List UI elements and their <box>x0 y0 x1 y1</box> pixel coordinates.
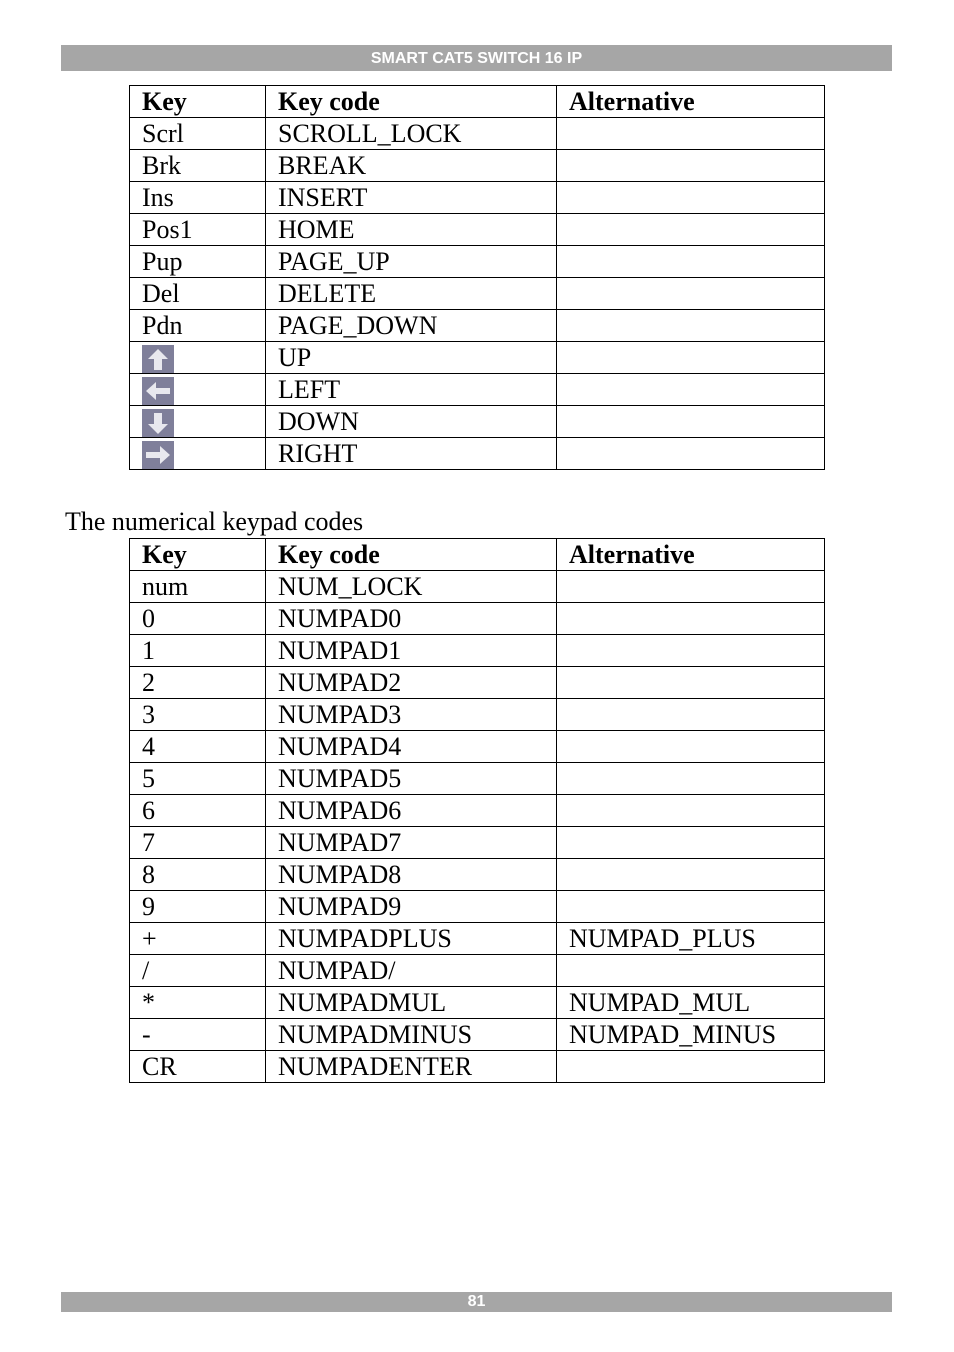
alternative-cell <box>557 374 825 406</box>
key-code-cell: NUMPAD/ <box>266 955 557 987</box>
header-bar <box>61 45 892 71</box>
key-cell <box>130 342 266 374</box>
alternative-cell <box>557 150 825 182</box>
key-code-cell: NUMPAD0 <box>266 603 557 635</box>
key-cell: / <box>130 955 266 987</box>
arrow-down-icon <box>142 409 174 437</box>
key-code-cell: NUMPAD5 <box>266 763 557 795</box>
key-cell: + <box>130 923 266 955</box>
alternative-cell <box>557 118 825 150</box>
key-code-cell: SCROLL_LOCK <box>266 118 557 150</box>
key-code-cell: LEFT <box>266 374 557 406</box>
key-cell: Pdn <box>130 310 266 342</box>
key-code-cell: BREAK <box>266 150 557 182</box>
key-code-cell: NUMPAD1 <box>266 635 557 667</box>
alternative-cell <box>557 571 825 603</box>
table-row <box>130 667 825 699</box>
alternative-cell <box>557 310 825 342</box>
key-cell: CR <box>130 1051 266 1083</box>
table-row <box>130 214 825 246</box>
table-row <box>130 603 825 635</box>
key-cell: 2 <box>130 667 266 699</box>
arrow-up-icon <box>142 345 174 373</box>
alternative-cell: NUMPAD_MINUS <box>557 1019 825 1051</box>
key-code-cell: RIGHT <box>266 438 557 470</box>
alternative-cell <box>557 182 825 214</box>
column-header-key: Key <box>130 86 266 118</box>
table-header-row <box>130 539 825 571</box>
table-row <box>130 1019 825 1051</box>
alternative-cell <box>557 406 825 438</box>
key-cell: 1 <box>130 635 266 667</box>
table-row <box>130 571 825 603</box>
key-cell: 4 <box>130 731 266 763</box>
key-cell: 5 <box>130 763 266 795</box>
table-row <box>130 891 825 923</box>
table-header-row <box>130 86 825 118</box>
key-cell: - <box>130 1019 266 1051</box>
key-code-cell: NUMPAD3 <box>266 699 557 731</box>
table-row <box>130 635 825 667</box>
table-row <box>130 859 825 891</box>
key-cell: 7 <box>130 827 266 859</box>
table-row <box>130 438 825 470</box>
key-code-cell: DOWN <box>266 406 557 438</box>
alternative-cell <box>557 667 825 699</box>
alternative-cell <box>557 278 825 310</box>
key-code-cell: NUMPADPLUS <box>266 923 557 955</box>
numpad-keys-table <box>129 538 825 1083</box>
key-cell: 0 <box>130 603 266 635</box>
arrow-right-icon <box>142 441 174 469</box>
table-row <box>130 374 825 406</box>
alternative-cell <box>557 603 825 635</box>
table-row <box>130 699 825 731</box>
key-cell <box>130 374 266 406</box>
key-code-cell: NUMPADMINUS <box>266 1019 557 1051</box>
table-row <box>130 150 825 182</box>
key-code-cell: NUMPADENTER <box>266 1051 557 1083</box>
key-cell: * <box>130 987 266 1019</box>
alternative-cell <box>557 827 825 859</box>
table-row <box>130 278 825 310</box>
column-header-key-code: Key code <box>266 86 557 118</box>
alternative-cell <box>557 246 825 278</box>
key-code-cell: INSERT <box>266 182 557 214</box>
table-row <box>130 987 825 1019</box>
column-header-key: Key <box>130 539 266 571</box>
alternative-cell <box>557 342 825 374</box>
table-row <box>130 763 825 795</box>
table-row <box>130 406 825 438</box>
key-cell: num <box>130 571 266 603</box>
key-cell: Pup <box>130 246 266 278</box>
key-cell: Brk <box>130 150 266 182</box>
footer-bar <box>61 1292 892 1312</box>
alternative-cell <box>557 955 825 987</box>
key-cell: 6 <box>130 795 266 827</box>
key-code-cell: NUMPAD7 <box>266 827 557 859</box>
table-row <box>130 342 825 374</box>
key-cell: 8 <box>130 859 266 891</box>
document-title: SMART CAT5 SWITCH 16 IP <box>370 50 583 67</box>
key-code-cell: NUMPAD8 <box>266 859 557 891</box>
alternative-cell: NUMPAD_PLUS <box>557 923 825 955</box>
table-row <box>130 182 825 214</box>
key-code-cell: PAGE_UP <box>266 246 557 278</box>
column-header-alternative: Alternative <box>557 539 825 571</box>
table-row <box>130 795 825 827</box>
table-row <box>130 827 825 859</box>
key-cell: 3 <box>130 699 266 731</box>
table-row <box>130 118 825 150</box>
alternative-cell <box>557 795 825 827</box>
table-row <box>130 1051 825 1083</box>
key-code-cell: NUMPAD6 <box>266 795 557 827</box>
key-code-cell: NUMPAD4 <box>266 731 557 763</box>
table-row <box>130 731 825 763</box>
column-header-key-code: Key code <box>266 539 557 571</box>
key-code-cell: NUMPADMUL <box>266 987 557 1019</box>
arrow-left-icon <box>142 377 174 405</box>
alternative-cell <box>557 731 825 763</box>
key-cell <box>130 406 266 438</box>
key-code-cell: PAGE_DOWN <box>266 310 557 342</box>
key-cell <box>130 438 266 470</box>
alternative-cell <box>557 214 825 246</box>
key-cell: 9 <box>130 891 266 923</box>
alternative-cell <box>557 1051 825 1083</box>
table-row <box>130 310 825 342</box>
alternative-cell: NUMPAD_MUL <box>557 987 825 1019</box>
alternative-cell <box>557 763 825 795</box>
table-row <box>130 923 825 955</box>
key-code-cell: DELETE <box>266 278 557 310</box>
table-row <box>130 246 825 278</box>
column-header-alternative: Alternative <box>557 86 825 118</box>
key-cell: Del <box>130 278 266 310</box>
key-cell: Pos1 <box>130 214 266 246</box>
alternative-cell <box>557 891 825 923</box>
key-cell: Scrl <box>130 118 266 150</box>
key-code-cell: UP <box>266 342 557 374</box>
alternative-cell <box>557 859 825 891</box>
section-caption: The numerical keypad codes <box>65 507 364 536</box>
key-cell: Ins <box>130 182 266 214</box>
table-row <box>130 955 825 987</box>
navigation-keys-table <box>129 85 825 470</box>
key-code-cell: HOME <box>266 214 557 246</box>
key-code-cell: NUM_LOCK <box>266 571 557 603</box>
alternative-cell <box>557 699 825 731</box>
alternative-cell <box>557 635 825 667</box>
key-code-cell: NUMPAD2 <box>266 667 557 699</box>
key-code-cell: NUMPAD9 <box>266 891 557 923</box>
page-number: 81 <box>467 1293 486 1310</box>
alternative-cell <box>557 438 825 470</box>
